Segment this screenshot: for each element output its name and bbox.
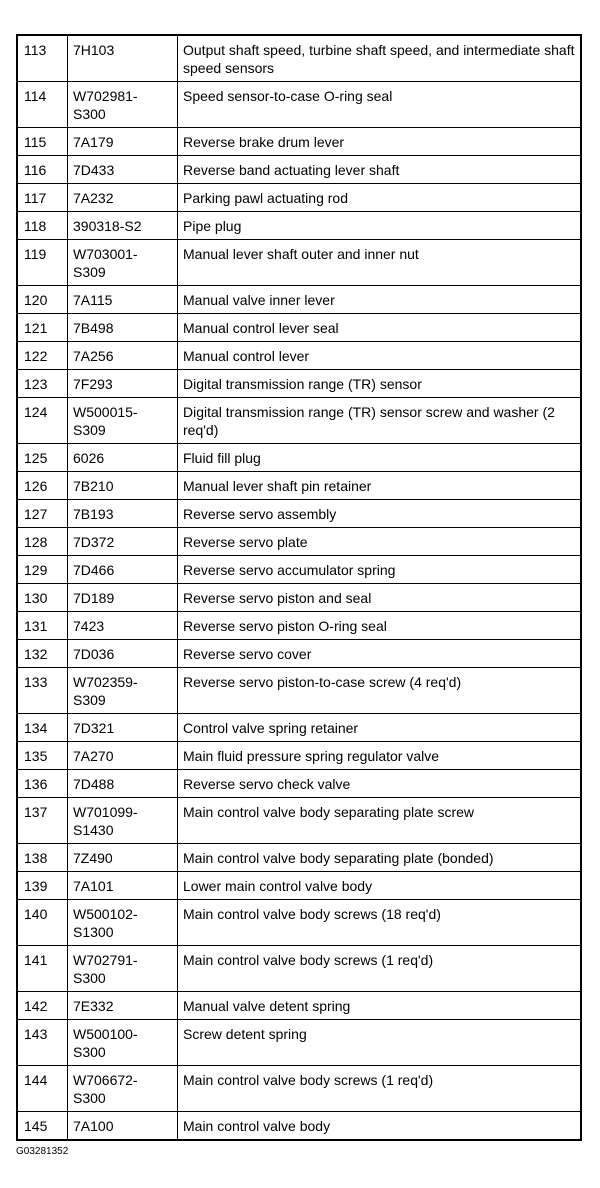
- part-number-cell: W703001- S309: [68, 240, 178, 286]
- part-number-cell: W701099- S1430: [68, 798, 178, 844]
- table-row: [17, 1112, 581, 1141]
- item-number-cell: 118: [17, 212, 68, 240]
- description-cell: Manual valve detent spring: [178, 992, 582, 1020]
- table-row: [17, 398, 581, 444]
- table-row: [17, 314, 581, 342]
- description-cell: Control valve spring retainer: [178, 714, 582, 742]
- table-row: [17, 342, 581, 370]
- item-number-cell: 125: [17, 444, 68, 472]
- description-cell: Main control valve body screws (1 req'd): [178, 1066, 582, 1112]
- table-row: [17, 584, 581, 612]
- table-row: [17, 156, 581, 184]
- table-row: [17, 640, 581, 668]
- description-cell: Reverse servo assembly: [178, 500, 582, 528]
- item-number-cell: 141: [17, 946, 68, 992]
- description-cell: Digital transmission range (TR) sensor: [178, 370, 582, 398]
- part-number-cell: W702359- S309: [68, 668, 178, 714]
- table-row: [17, 82, 581, 128]
- part-number-cell: W702981- S300: [68, 82, 178, 128]
- item-number-cell: 131: [17, 612, 68, 640]
- item-number-cell: 130: [17, 584, 68, 612]
- part-number-cell: W500102- S1300: [68, 900, 178, 946]
- description-cell: Reverse servo plate: [178, 528, 582, 556]
- parts-table-body: [17, 35, 581, 1140]
- item-number-cell: 140: [17, 900, 68, 946]
- description-cell: Main fluid pressure spring regulator valve: [178, 742, 582, 770]
- description-cell: Output shaft speed, turbine shaft speed, and intermediate shaft speed sensors: [178, 35, 582, 82]
- part-number-cell: 7A232: [68, 184, 178, 212]
- description-cell: Reverse servo accumulator spring: [178, 556, 582, 584]
- item-number-cell: 120: [17, 286, 68, 314]
- description-cell: Reverse servo check valve: [178, 770, 582, 798]
- table-row: [17, 472, 581, 500]
- part-number-cell: 7H103: [68, 35, 178, 82]
- description-cell: Lower main control valve body: [178, 872, 582, 900]
- item-number-cell: 129: [17, 556, 68, 584]
- figure-id: G03281352: [16, 1146, 69, 1157]
- part-number-cell: W706672- S300: [68, 1066, 178, 1112]
- item-number-cell: 114: [17, 82, 68, 128]
- table-row: [17, 35, 581, 82]
- table-row: [17, 900, 581, 946]
- item-number-cell: 142: [17, 992, 68, 1020]
- table-row: [17, 556, 581, 584]
- item-number-cell: 113: [17, 35, 68, 82]
- item-number-cell: 133: [17, 668, 68, 714]
- description-cell: Reverse brake drum lever: [178, 128, 582, 156]
- part-number-cell: W500100- S300: [68, 1020, 178, 1066]
- item-number-cell: 132: [17, 640, 68, 668]
- table-row: [17, 128, 581, 156]
- table-row: [17, 612, 581, 640]
- item-number-cell: 116: [17, 156, 68, 184]
- part-number-cell: 7D433: [68, 156, 178, 184]
- description-cell: Reverse servo cover: [178, 640, 582, 668]
- item-number-cell: 134: [17, 714, 68, 742]
- part-number-cell: 7F293: [68, 370, 178, 398]
- description-cell: Speed sensor-to-case O-ring seal: [178, 82, 582, 128]
- parts-table: [16, 34, 582, 1141]
- part-number-cell: 7D466: [68, 556, 178, 584]
- part-number-cell: 7A256: [68, 342, 178, 370]
- item-number-cell: 119: [17, 240, 68, 286]
- table-row: [17, 286, 581, 314]
- table-row: [17, 844, 581, 872]
- item-number-cell: 138: [17, 844, 68, 872]
- description-cell: Main control valve body screws (18 req'd): [178, 900, 582, 946]
- item-number-cell: 137: [17, 798, 68, 844]
- item-number-cell: 143: [17, 1020, 68, 1066]
- part-number-cell: 7A179: [68, 128, 178, 156]
- item-number-cell: 126: [17, 472, 68, 500]
- part-number-cell: 7B210: [68, 472, 178, 500]
- description-cell: Main control valve body separating plate (bonded): [178, 844, 582, 872]
- item-number-cell: 123: [17, 370, 68, 398]
- part-number-cell: 7D372: [68, 528, 178, 556]
- description-cell: Parking pawl actuating rod: [178, 184, 582, 212]
- item-number-cell: 136: [17, 770, 68, 798]
- description-cell: Reverse band actuating lever shaft: [178, 156, 582, 184]
- description-cell: Digital transmission range (TR) sensor screw and washer (2 req'd): [178, 398, 582, 444]
- item-number-cell: 135: [17, 742, 68, 770]
- description-cell: Manual control lever: [178, 342, 582, 370]
- part-number-cell: 7E332: [68, 992, 178, 1020]
- table-row: [17, 798, 581, 844]
- description-cell: Main control valve body screws (1 req'd): [178, 946, 582, 992]
- table-row: [17, 714, 581, 742]
- part-number-cell: 7D189: [68, 584, 178, 612]
- item-number-cell: 122: [17, 342, 68, 370]
- item-number-cell: 121: [17, 314, 68, 342]
- part-number-cell: 7D488: [68, 770, 178, 798]
- table-row: [17, 946, 581, 992]
- part-number-cell: 7A100: [68, 1112, 178, 1141]
- table-row: [17, 992, 581, 1020]
- table-row: [17, 668, 581, 714]
- part-number-cell: 7D321: [68, 714, 178, 742]
- part-number-cell: 7A270: [68, 742, 178, 770]
- description-cell: Reverse servo piston and seal: [178, 584, 582, 612]
- item-number-cell: 145: [17, 1112, 68, 1141]
- part-number-cell: 7B498: [68, 314, 178, 342]
- table-row: [17, 1020, 581, 1066]
- table-row: [17, 212, 581, 240]
- part-number-cell: 7A101: [68, 872, 178, 900]
- description-cell: Fluid fill plug: [178, 444, 582, 472]
- item-number-cell: 124: [17, 398, 68, 444]
- part-number-cell: 7D036: [68, 640, 178, 668]
- part-number-cell: 7A115: [68, 286, 178, 314]
- part-number-cell: 6026: [68, 444, 178, 472]
- table-row: [17, 240, 581, 286]
- part-number-cell: 7423: [68, 612, 178, 640]
- table-row: [17, 528, 581, 556]
- item-number-cell: 139: [17, 872, 68, 900]
- description-cell: Manual lever shaft outer and inner nut: [178, 240, 582, 286]
- table-row: [17, 184, 581, 212]
- description-cell: Main control valve body: [178, 1112, 582, 1141]
- table-row: [17, 370, 581, 398]
- part-number-cell: 7Z490: [68, 844, 178, 872]
- description-cell: Screw detent spring: [178, 1020, 582, 1066]
- description-cell: Pipe plug: [178, 212, 582, 240]
- description-cell: Main control valve body separating plate screw: [178, 798, 582, 844]
- description-cell: Manual control lever seal: [178, 314, 582, 342]
- description-cell: Manual lever shaft pin retainer: [178, 472, 582, 500]
- table-row: [17, 742, 581, 770]
- description-cell: Reverse servo piston-to-case screw (4 req'd): [178, 668, 582, 714]
- table-row: [17, 444, 581, 472]
- item-number-cell: 115: [17, 128, 68, 156]
- part-number-cell: W500015- S309: [68, 398, 178, 444]
- item-number-cell: 117: [17, 184, 68, 212]
- table-row: [17, 872, 581, 900]
- table-row: [17, 500, 581, 528]
- table-row: [17, 770, 581, 798]
- description-cell: Reverse servo piston O-ring seal: [178, 612, 582, 640]
- description-cell: Manual valve inner lever: [178, 286, 582, 314]
- table-row: [17, 1066, 581, 1112]
- item-number-cell: 128: [17, 528, 68, 556]
- part-number-cell: 7B193: [68, 500, 178, 528]
- part-number-cell: W702791- S300: [68, 946, 178, 992]
- item-number-cell: 144: [17, 1066, 68, 1112]
- part-number-cell: 390318-S2: [68, 212, 178, 240]
- item-number-cell: 127: [17, 500, 68, 528]
